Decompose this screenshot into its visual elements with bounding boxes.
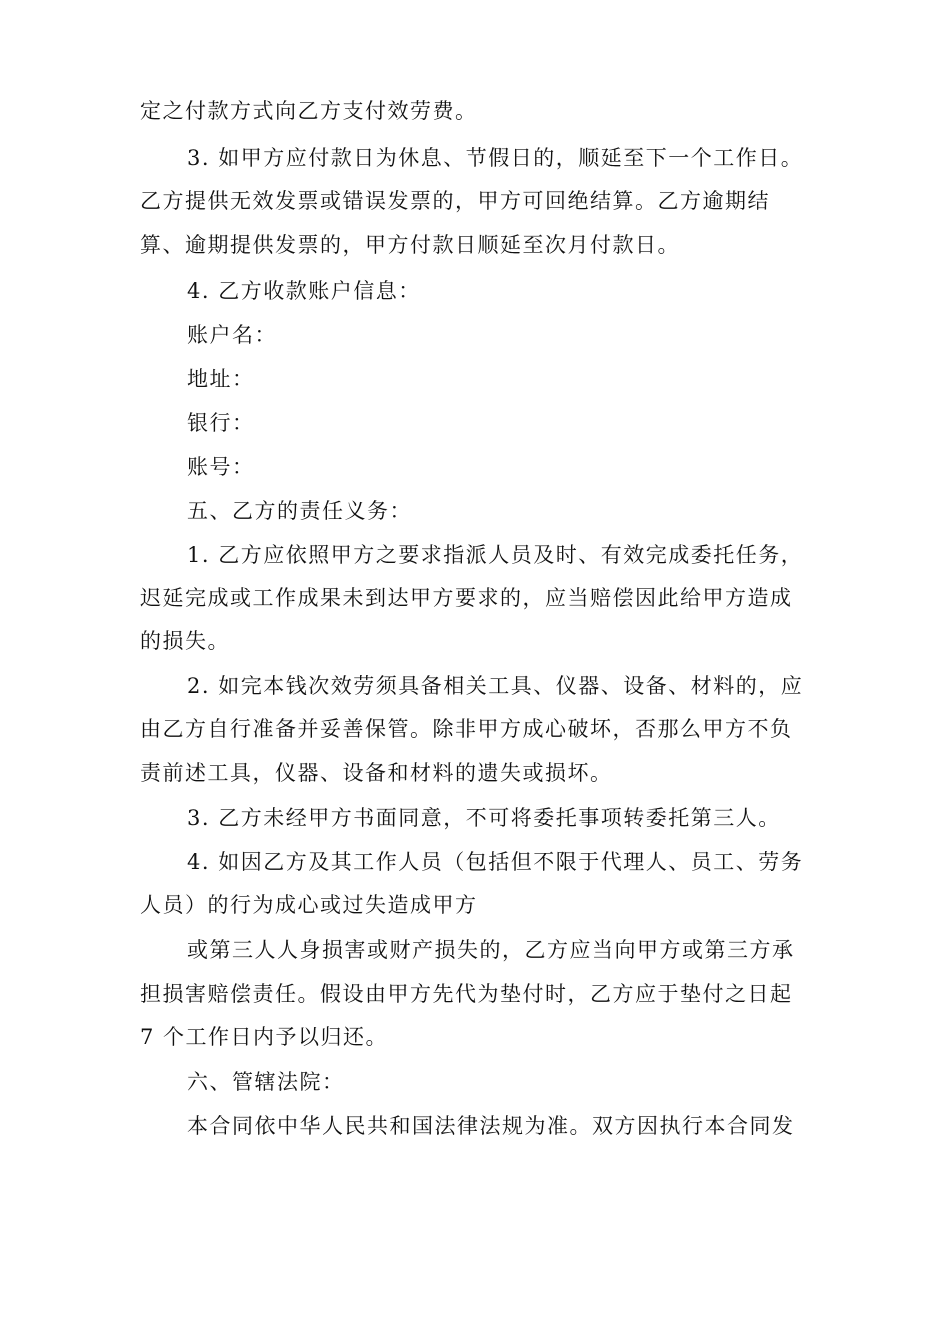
text-line: 地址： [187,367,255,391]
text-line: 算、逾期提供发票的，甲方付款日顺延至次月付款日。 [140,233,680,257]
text-line: 定之付款方式向乙方支付效劳费。 [140,99,478,123]
text-line: 乙方提供无效发票或错误发票的，甲方可回绝结算。乙方逾期结 [140,189,770,213]
text-line: 账号： [187,455,255,479]
text-line: 2. 如完本钱次效劳须具备相关工具、仪器、设备、材料的，应 [187,674,804,698]
section-heading: 五、乙方的责任义务： [187,499,412,523]
text-line: 责前述工具，仪器、设备和材料的遗失或损坏。 [140,761,613,785]
text-line: 担损害赔偿责任。假设由甲方先代为垫付时，乙方应于垫付之日起 [140,982,793,1006]
text-line: 4. 乙方收款账户信息： [187,279,421,303]
text-line: 3. 如甲方应付款日为休息、节假日的，顺延至下一个工作日。 [187,146,804,170]
text-line: 迟延完成或工作成果未到达甲方要求的，应当赔偿因此给甲方造成 [140,586,793,610]
text-line: 7 个工作日内予以归还。 [140,1025,389,1049]
text-line: 由乙方自行准备并妥善保管。除非甲方成心破坏，否那么甲方不负 [140,717,793,741]
text-line: 1. 乙方应依照甲方之要求指派人员及时、有效完成委托任务， [187,543,804,567]
text-line: 银行： [187,411,255,435]
text-line: 或第三人人身损害或财产损失的，乙方应当向甲方或第三方承 [187,938,795,962]
text-line: 4. 如因乙方及其工作人员（包括但不限于代理人、员工、劳务 [187,850,804,874]
text-line: 的损失。 [140,629,230,653]
text-line: 3. 乙方未经甲方书面同意，不可将委托事项转委托第三人。 [187,806,781,830]
text-line: 人员）的行为成心或过失造成甲方 [140,893,478,917]
section-heading: 六、管辖法院： [187,1070,345,1094]
text-line: 本合同依中华人民共和国法律法规为准。双方因执行本合同发 [187,1114,795,1138]
text-line: 账户名： [187,323,277,347]
